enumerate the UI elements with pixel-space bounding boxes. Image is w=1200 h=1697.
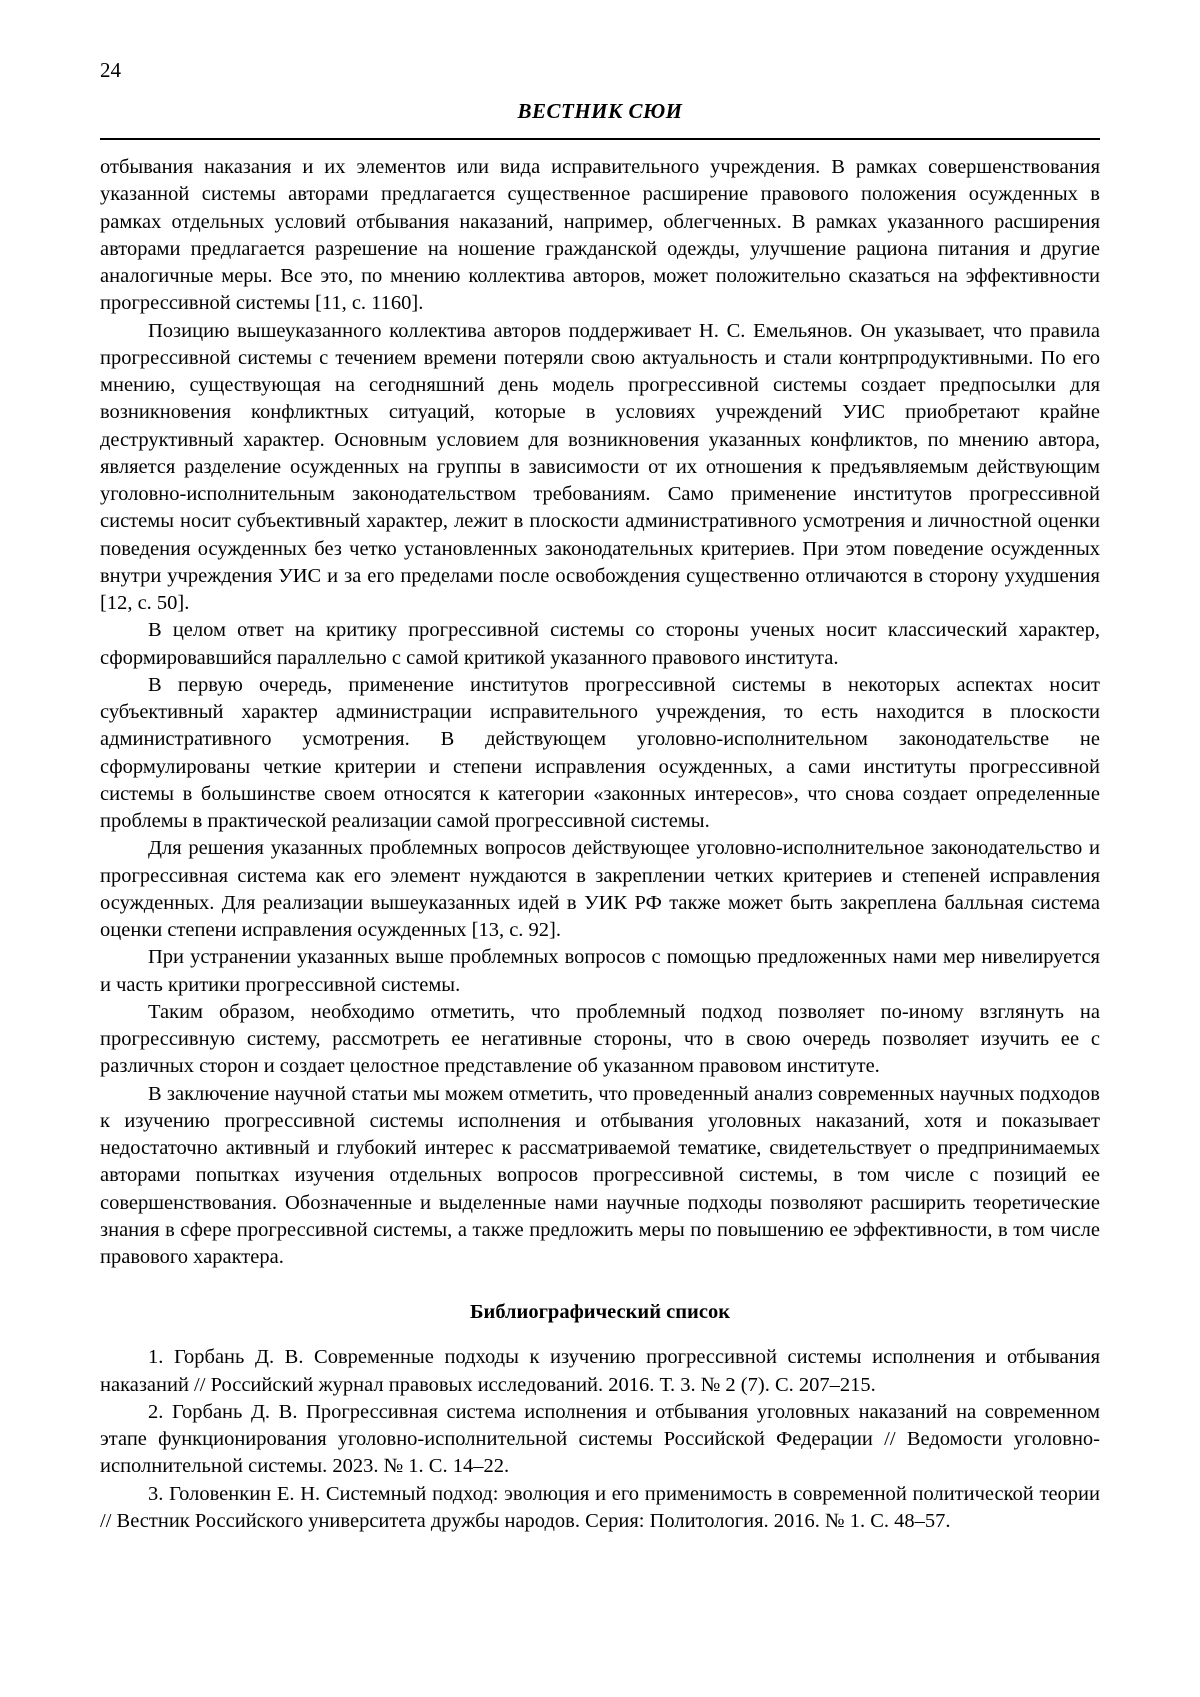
- paragraph: Таким образом, необходимо отметить, что проблемный подход позволяет по-иному взглянуть на прогрессивную систему, рассмотреть ее негативные стороны, что в свою очередь позволяет изучить ее с различных сторон и создает целостное представление об указанном правовом институте.: [100, 1000, 1100, 1078]
- paragraph: При устранении указанных выше проблемных вопросов с помощью предложенных нами мер нивелируется и часть критики прогрессивной системы.: [100, 946, 1100, 996]
- paragraph: Позицию вышеуказанного коллектива авторов поддерживает Н. С. Емельянов. Он указывает, что правила прогрессивной системы с течением времени потеряли свою актуальность и стали контрпродуктивными. По его мнению, существующая на сегодняшний день модель прогрессивной системы создает предпосылки для возникновения конфликтных ситуаций, которые в условиях учреждений УИС приобретают крайне деструктивный характер. Основным условием для возникновения указанных конфликтов, по мнению автора, является разделение осужденных на группы в зависимости от их отношения к предъявляемым действующим уголовно-исполнительным законодательством требованиям. Само применение институтов прогрессивной системы носит субъективный характер, лежит в плоскости административного усмотрения и личностной оценки поведения осужденных без четко установленных законодательных критериев. При этом поведение осужденных внутри учреждения УИС и за его пределами после освобождения существенно отличаются в сторону ухудшения [12, с. 50].: [100, 319, 1100, 614]
- bibliography-heading: Библиографический список: [469, 1301, 731, 1324]
- page-number: 24: [100, 58, 121, 82]
- paragraph: В целом ответ на критику прогрессивной системы со стороны ученых носит классический характер, сформировавшийся параллельно с самой критикой указанного правового института.: [100, 619, 1100, 669]
- paragraph: отбывания наказания и их элементов или вида исправительного учреждения. В рамках совершенствования указанной системы авторами предлагается существенное расширение правового положения осужденных в рамках отдельных условий отбывания наказаний, например, облегченных. В рамках указанного расширения авторами предлагается разрешение на ношение гражданской одежды, улучшение рациона питания и другие аналогичные меры. Все это, по мнению коллектива авторов, может положительно сказаться на эффективности прогрессивной системы [11, с. 1160].: [100, 156, 1100, 315]
- paragraph: В первую очередь, применение институтов прогрессивной системы в некоторых аспектах носит субъективный характер администрации исправительного учреждения, то есть находится в плоскости административного усмотрения. В действующем уголовно-исполнительном законодательстве не сформулированы четкие критерии и степени исправления осужденных, а сами институты прогрессивной системы в большинстве своем относятся к категории «законных интересов», что снова создает определенные проблемы в практической реализации самой прогрессивной системы.: [100, 673, 1100, 832]
- list-item: 1. Горбань Д. В. Современные подходы к изучению прогрессивной системы исполнения и отбывания наказаний // Российский журнал правовых исследований. 2016. Т. 3. № 2 (7). С. 207–215.: [100, 1346, 1100, 1396]
- running-head: ВЕСТНИК СЮИ: [517, 99, 683, 123]
- body-content: [100, 154, 1100, 1271]
- list-item: 2. Горбань Д. В. Прогрессивная система исполнения и отбывания уголовных наказаний на современном этапе функционирования уголовно-исполнительной системы Российской Федерации // Ведомости уголовно-исполнительной системы. 2023. № 1. С. 14–22.: [100, 1400, 1100, 1478]
- paragraph: Для решения указанных проблемных вопросов действующее уголовно-исполнительное законодательство и прогрессивная система как его элемент нуждаются в закреплении четких критериев и степеней исправления осужденных. Для реализации вышеуказанных идей в УИК РФ также может быть закреплена балльная система оценки степени исправления осужденных [13, с. 92].: [100, 837, 1100, 941]
- header-divider: [100, 138, 1100, 140]
- list-item: 3. Головенкин Е. Н. Системный подход: эволюция и его применимость в современной политической теории // Вестник Российского университета дружбы народов. Серия: Политология. 2016. № 1. С. 48–57.: [100, 1482, 1100, 1532]
- bibliography-list: [100, 1344, 1100, 1535]
- paragraph: В заключение научной статьи мы можем отметить, что проведенный анализ современных научных подходов к изучению прогрессивной системы исполнения и отбывания уголовных наказаний, хотя и показывает недостаточно активный и глубокий интерес к рассматриваемой тематике, свидетельствует о предпринимаемых авторами попытках изучения отдельных вопросов прогрессивной системы, в том числе с позиций ее совершенствования. Обозначенные и выделенные нами научные подходы позволяют расширить теоретические знания в сфере прогрессивной системы, а также предложить меры по повышению ее эффективности, в том числе правового характера.: [100, 1082, 1100, 1268]
